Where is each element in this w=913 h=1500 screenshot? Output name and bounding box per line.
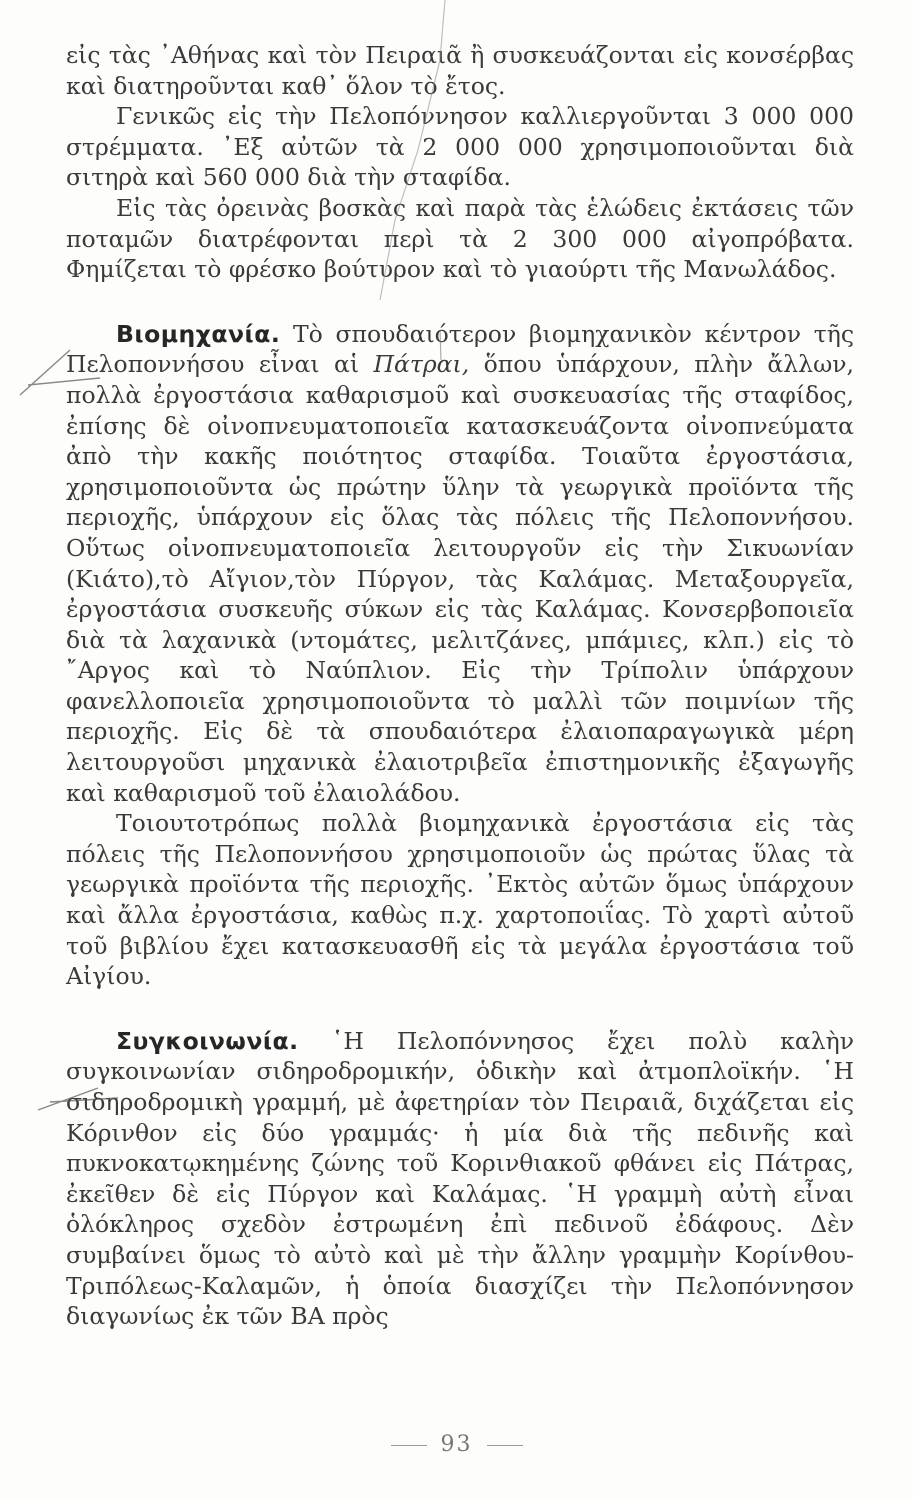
section-industry-text-a: Τὸ σπουδαιότερον βιομηχανικὸν κέντρον τῆς Πελοποννήσου εἶναι αἱ (66, 319, 854, 379)
section-heading-transport: Συγκοινωνία. (116, 1026, 299, 1055)
section-industry (66, 319, 854, 809)
paragraph-1-text: εἰς τὰς ᾿Αθήνας καὶ τὸν Πειραιᾶ ἢ συσκευάζονται εἰς κονσέρβας καὶ διατηροῦνται καθ᾿ ὅλον τὸ ἔτος. (66, 41, 854, 100)
paragraph-2 (66, 101, 854, 193)
section-transport-text: ῾Η Πελοπόννησος ἔχει πολὺ καλὴν συγκοινωνίαν σιδηροδρομικήν, ὁδικὴν καὶ ἀτμοπλοϊκήν. ῾Η σιδηροδρομικὴ γραμμή, μὲ ἀφετηρίαν τὸν Πειραιᾶ, διχάζεται εἰς Κόρινθον εἰς δύο γραμμάς· ἡ μία διὰ τῆς πεδινῆς καὶ πυκνοκατῳκημένης ζώνης τοῦ Κορινθιακοῦ φθάνει εἰς Πάτρας, ἐκεῖθεν δὲ εἰς Πύργον καὶ Καλάμας. ῾Η γραμμὴ αὐτὴ εἶναι ὁλόκληρος σχεδὸν ἐστρωμένη ἐπὶ πεδινοῦ ἐδάφους. Δὲν συμβαίνει ὅμως τὸ αὐτὸ καὶ μὲ τὴν ἄλλην γραμμὴν Κορίνθου-Τριπόλεως-Καλαμῶν, ἡ ὁποία διασχίζει τὴν Πελοπόννησον διαγωνίως ἐκ τῶν ΒΑ πρὸς (66, 1026, 854, 1331)
page-number-dash-right (487, 1445, 523, 1446)
section-heading-industry: Βιομηχανία. (116, 319, 281, 348)
section-transport (66, 1026, 854, 1332)
paragraph-3 (66, 193, 854, 285)
section-industry-text-b: ὅπου ὑπάρχουν, πλὴν ἄλλων, πολλὰ ἐργοστάσια καθαρισμοῦ καὶ συσκευασίας τῆς σταφίδος, ἐπίσης δὲ οἰνοπνευματοποιεῖα κατασκευάζοντα οἰνοπνεύματα ἀπὸ τὴν κακῆς ποιότητος σταφίδα. Τοιαῦτα ἐργοστάσια, χρησιμοποιοῦντα ὡς πρώτην ὕλην τὰ γεωργικὰ προϊόντα τῆς περιοχῆς, ὑπάρχουν εἰς ὅλας τὰς πόλεις τῆς Πελοποννήσου. Οὕτως οἰνοπνευματοποιεῖα λειτουργοῦν εἰς τὴν Σικυωνίαν (Κιάτο),τὸ Αἴγιον,τὸν Πύργον, τὰς Καλάμας. Μεταξουργεῖα, ἐργοστάσια συσκευῆς σύκων εἰς τὰς Καλάμας. Κονσερβοποιεῖα διὰ τὰ λαχανικὰ (ντομάτες, μελιτζάνες, μπάμιες, κλπ.) εἰς τὸ ῎Αργος καὶ τὸ Ναύπλιον. Εἰς τὴν Τρίπολιν ὑπάρχουν φανελλοποιεῖα χρησιμοποιοῦντα τὸ μαλλὶ τῶν ποιμνίων τῆς περιοχῆς. Εἰς δὲ τὰ σπουδαιότερα ἐλαιοπαραγωγικὰ μέρη λειτουργοῦσι μηχανικὰ ἐλαιοτριβεῖα ἐπιστημονικῆς ἐξαγωγῆς καὶ καθαρισμοῦ τοῦ ἐλαιολάδου. (66, 350, 854, 807)
paragraph-5-text: Τοιουτοτρόπως πολλὰ βιομηχανικὰ ἐργοστάσια εἰς τὰς πόλεις τῆς Πελοποννήσου χρησιμοποιοῦν ὡς πρώτας ὕλας τὰ γεωργικὰ προϊόντα τῆς περιοχῆς. ᾿Εκτὸς αὐτῶν ὅμως ὑπάρχουν καὶ ἄλλα ἐργοστάσια, καθὼς π.χ. χαρτοποιΐας. Τὸ χαρτὶ αὐτοῦ τοῦ βιβλίου ἔχει κατασκευασθῆ εἰς τὰ μεγάλα ἐργοστάσια τοῦ Αἰγίου. (66, 809, 854, 991)
paragraph-2-text: Γενικῶς εἰς τὴν Πελοπόννησον καλλιεργοῦνται 3 000 000 στρέμματα. ᾿Εξ αὐτῶν τὰ 2 000 000 χρησιμοποιοῦνται διὰ σιτηρὰ καὶ 560 000 διὰ τὴν σταφίδα. (66, 102, 854, 192)
paragraph-5 (66, 808, 854, 992)
paragraph-1 (66, 40, 854, 101)
paragraph-3-text: Εἰς τὰς ὀρεινὰς βοσκὰς καὶ παρὰ τὰς ἑλώδεις ἐκτάσεις τῶν ποταμῶν διατρέφονται περὶ τὰ 2 300 000 αἰγοπρόβατα. Φημίζεται τὸ φρέσκο βούτυρον καὶ τὸ γιαούρτι τῆς Μανωλάδος. (66, 193, 854, 284)
body-text (66, 40, 854, 1332)
page-number-dash-left (391, 1445, 427, 1446)
section-industry-emphasis: Πάτραι, (373, 350, 470, 379)
page-number (0, 1432, 913, 1457)
page-number-value: 93 (440, 1432, 473, 1457)
